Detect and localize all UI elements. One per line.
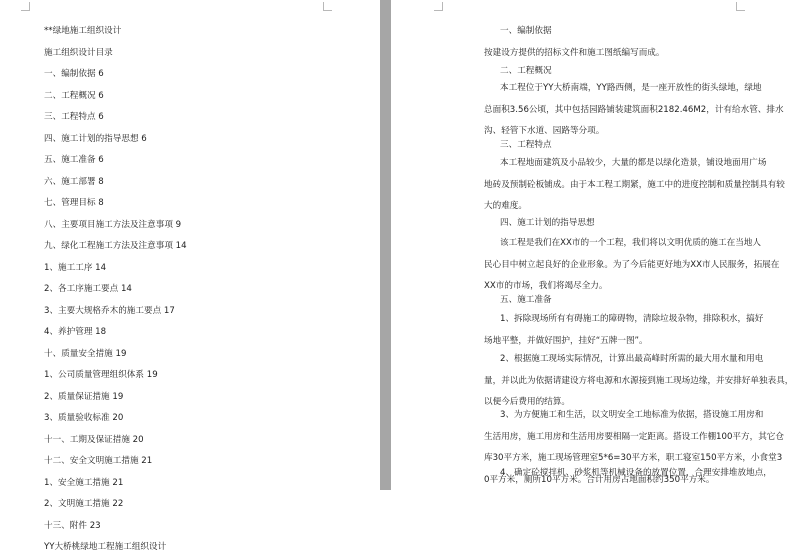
crop-mark-top-right — [736, 2, 745, 11]
text-line: 该工程是我们在XX市的一个工程，我们将以文明优质的施工在当地人 — [500, 238, 761, 248]
toc-entry: 十三、附件 23 — [44, 520, 101, 531]
text-line: 大的难度。 — [484, 201, 527, 212]
paragraph — [484, 233, 779, 298]
toc-entry: 十二、安全文明施工措施 21 — [44, 456, 153, 466]
toc-entry: 2、文明施工措施 22 — [44, 499, 124, 509]
toc-entry: 十、质量安全措施 19 — [44, 348, 127, 359]
text-line: 地砖及预制砼板铺成。由于本工程工期紧，施工中的进度控制和质量控制具有较 — [484, 179, 785, 190]
text-line: 四、施工计划的指导思想 — [500, 218, 595, 228]
toc-heading: 施工组织设计目录 — [44, 47, 113, 58]
toc-entry: 2、各工序施工要点 14 — [44, 284, 132, 294]
text-line: XX市的市场，我们将竭尽全力。 — [484, 281, 608, 292]
section-heading — [484, 213, 595, 235]
paragraph — [484, 309, 763, 352]
section-heading — [484, 21, 552, 43]
text-line: 量，并以此为依据请建设方将电源和水源接到施工现场边缘，并安排好单独表具， — [484, 375, 793, 386]
toc-entry: 1、安全施工措施 21 — [44, 477, 124, 488]
text-line: 生活用房，施工用房和生活用房要相隔一定距离。搭设工作棚100平方，其它仓 — [484, 431, 784, 442]
text-line: 沟、轻管下水道、园路等分项。 — [484, 126, 605, 137]
text-line: 场地平整，并做好围护，挂好“五牌一图”。 — [484, 335, 648, 346]
text-line: 二、工程概况 — [500, 66, 552, 76]
document-title: **绿地施工组织设计 — [44, 26, 122, 36]
toc-entry: YY大桥桃绿地工程施工组织设计 — [44, 542, 167, 552]
toc-entry: 1、公司质量管理组织体系 19 — [44, 370, 158, 380]
toc-entry: 八、主要项目施工方法及注意事项 9 — [44, 219, 182, 230]
text-line: 按建设方提供的招标文件和施工图纸编写而成。 — [484, 48, 665, 58]
toc-entry: 2、质量保证措施 19 — [44, 391, 124, 402]
text-line: 一、编制依据 — [500, 26, 552, 36]
text-line: 3、为方便施工和生活，以文明安全工地标准为依据，搭设施工用房和 — [500, 410, 764, 420]
crop-mark-top-right — [323, 2, 332, 11]
toc-entry: 九、绿化工程施工方法及注意事项 14 — [44, 241, 187, 251]
toc-entry: 4、养护管理 18 — [44, 327, 107, 337]
toc-entry: 一、编制依据 6 — [44, 69, 104, 79]
toc-entry: 3、质量验收标准 20 — [44, 413, 124, 423]
text-line: 1、拆除现场所有有碍施工的障碍物，清除垃圾杂物，排除积水，搞好 — [500, 314, 764, 324]
toc-entry: 二、工程概况 6 — [44, 90, 104, 101]
toc-entry: 七、管理目标 8 — [44, 198, 104, 208]
toc-entry: 三、工程特点 6 — [44, 112, 104, 122]
text-line: 4、确定砼搅拌机、砂浆机等机械设备的放置位置，合理安排堆放地点， — [500, 468, 772, 478]
crop-mark-top-left — [434, 2, 443, 11]
text-line: 本工程位于YY大桥南端，YY路西侧，是一座开放性的街头绿地，绿地 — [500, 83, 762, 93]
text-line: 民心目中树立起良好的企业形象。为了今后能更好地为XX市人民服务，拓展在 — [484, 259, 780, 270]
table-of-contents — [44, 21, 364, 559]
text-line: 0平方米，厕所10平方米。合计用房占地面积约350平方米。 — [484, 475, 715, 486]
left-document-page — [0, 0, 380, 552]
paragraph — [484, 153, 785, 218]
toc-entry: 1、施工工序 14 — [44, 262, 107, 273]
text-line: 总面积3.56公顷，其中包括园路铺装建筑面积2182.46M2，计有给水管、排水 — [484, 104, 784, 115]
toc-entry: 四、施工计划的指导思想 6 — [44, 133, 147, 144]
text-line: 五、施工准备 — [500, 295, 552, 305]
toc-entry: 六、施工部署 8 — [44, 176, 104, 187]
crop-mark-top-left — [21, 2, 30, 11]
page-gutter — [380, 0, 391, 490]
toc-entry: 五、施工准备 6 — [44, 155, 104, 165]
paragraph — [484, 78, 784, 143]
toc-entry: 十一、工期及保证措施 20 — [44, 434, 144, 445]
text-line: 三、工程特点 — [500, 140, 552, 150]
text-line: 以便今后费用的结算。 — [484, 397, 570, 408]
paragraph — [484, 463, 772, 485]
toc-entry: 3、主要大规格乔木的施工要点 17 — [44, 305, 175, 316]
text-line: 库30平方米，施工现场管理室5*6=30平方米，职工寝室150平方米，小食堂3 — [484, 453, 783, 464]
text-line: 2、根据施工现场实际情况，计算出最高峰时所需的最大用水量和用电 — [500, 354, 764, 364]
text-line: 本工程地面建筑及小品较少，大量的都是以绿化造景，铺设地面用广场 — [500, 158, 767, 168]
